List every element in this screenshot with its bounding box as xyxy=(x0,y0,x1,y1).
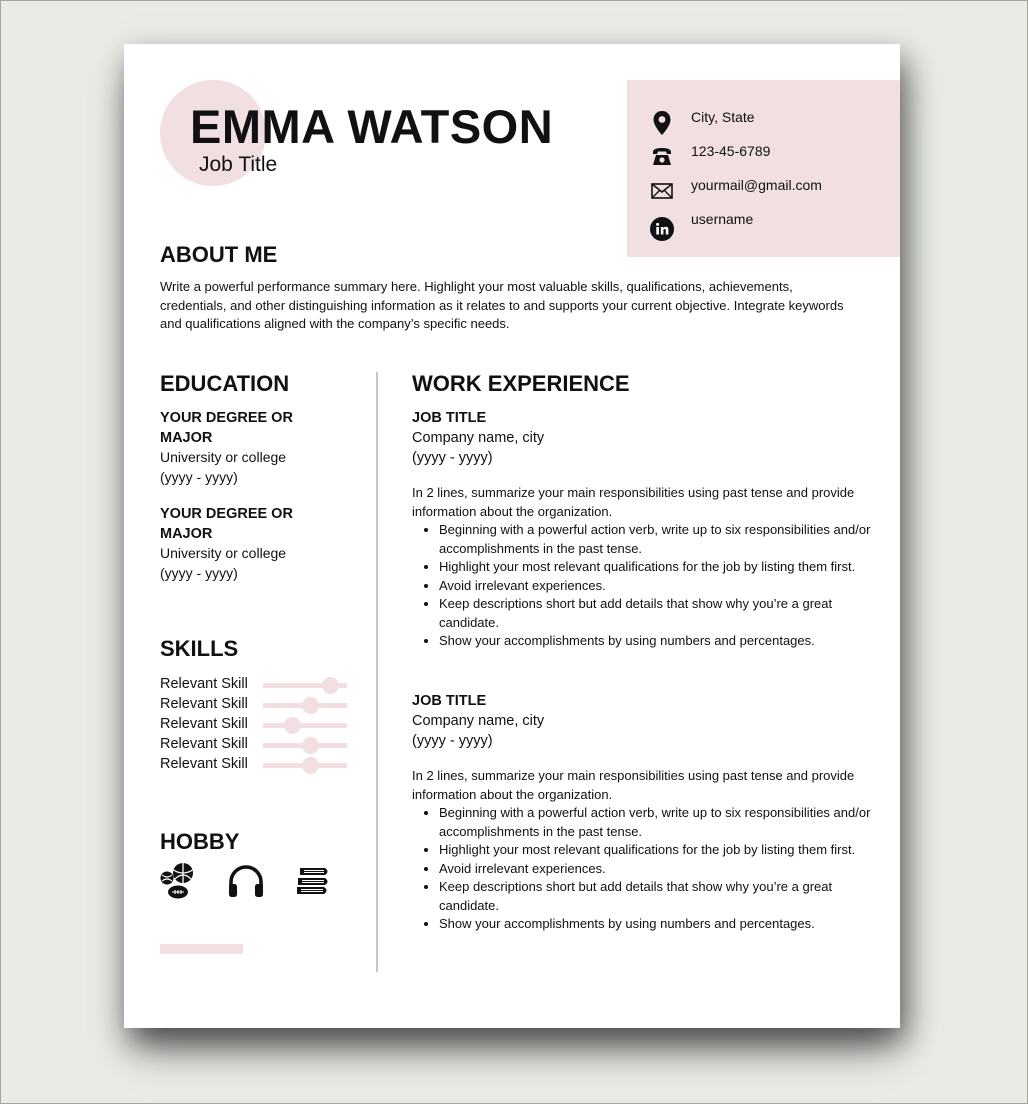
map-pin-icon xyxy=(649,110,675,136)
contact-phone-text: 123-45-6789 xyxy=(691,143,771,159)
skill-item xyxy=(160,714,360,734)
skill-item xyxy=(160,674,360,694)
skill-level-knob xyxy=(302,737,319,754)
candidate-name: EMMA WATSON xyxy=(190,100,554,153)
hobby-heading: HOBBY xyxy=(160,829,240,854)
contact-location xyxy=(627,109,900,142)
skill-level-knob xyxy=(322,677,339,694)
contact-panel xyxy=(627,80,900,257)
education-heading: EDUCATION xyxy=(160,371,290,396)
job-company: Company name, city xyxy=(412,713,545,729)
skill-item xyxy=(160,754,360,774)
sports-balls-icon xyxy=(158,862,198,902)
contact-linkedin xyxy=(627,211,900,244)
education-degree: YOUR DEGREE OR MAJOR xyxy=(160,410,293,446)
skill-level-knob xyxy=(284,717,301,734)
skills-heading: SKILLS xyxy=(160,636,239,661)
skill-level-knob xyxy=(302,697,319,714)
job-company: Company name, city xyxy=(412,430,545,446)
job-bullet: • Avoid irrelevant experiences. xyxy=(439,860,872,879)
job-bullet: • Beginning with a powerful action verb, write up to six responsibilities and/or accomplishments in the past tense. xyxy=(439,804,872,841)
job-bullet: • Keep descriptions short but add details that show why you’re a great candidate. xyxy=(439,595,872,632)
job-title: JOB TITLE xyxy=(412,410,487,426)
contact-email-text: yourmail@gmail.com xyxy=(691,177,822,193)
job-years: (yyyy - yyyy) xyxy=(412,733,493,749)
job-summary: In 2 lines, summarize your main responsibilities using past tense and provide information about the organization. xyxy=(412,485,855,519)
job-bullet-list xyxy=(412,521,872,651)
job-bullet: • Show your accomplishments by using numbers and percentages. xyxy=(439,915,872,934)
skill-item xyxy=(160,734,360,754)
decorative-accent-bar xyxy=(160,944,243,954)
about-heading: ABOUT ME xyxy=(160,242,278,267)
job-bullet: • Keep descriptions short but add details that show why you’re a great candidate. xyxy=(439,878,872,915)
job-entry xyxy=(412,408,872,651)
job-bullet: • Highlight your most relevant qualifications for the job by listing them first. xyxy=(439,841,872,860)
education-school: University or college xyxy=(160,449,287,465)
skill-label: Relevant Skill xyxy=(160,736,248,752)
column-divider xyxy=(376,372,378,972)
job-title: JOB TITLE xyxy=(412,693,487,709)
skill-label: Relevant Skill xyxy=(160,676,248,692)
skill-label: Relevant Skill xyxy=(160,716,248,732)
contact-linkedin-text: username xyxy=(691,211,754,227)
job-entry xyxy=(412,691,872,934)
job-bullet: • Highlight your most relevant qualifications for the job by listing them first. xyxy=(439,558,872,577)
resume-page xyxy=(124,44,900,1028)
candidate-job-title: Job Title xyxy=(199,153,278,176)
skill-level-knob xyxy=(302,757,319,774)
contact-phone xyxy=(627,143,900,176)
job-summary: In 2 lines, summarize your main responsibilities using past tense and provide information about the organization. xyxy=(412,768,855,802)
contact-location-text: City, State xyxy=(691,109,755,125)
job-bullet: • Avoid irrelevant experiences. xyxy=(439,577,872,596)
education-item xyxy=(160,504,340,583)
headphones-icon xyxy=(226,862,266,902)
books-icon xyxy=(292,862,332,902)
skill-label: Relevant Skill xyxy=(160,756,248,772)
job-bullet: • Show your accomplishments by using numbers and percentages. xyxy=(439,632,872,651)
job-bullet: • Beginning with a powerful action verb, write up to six responsibilities and/or accomplishments in the past tense. xyxy=(439,521,872,558)
education-years: (yyyy - yyyy) xyxy=(160,564,238,581)
education-years: (yyyy - yyyy) xyxy=(160,468,238,485)
about-text: Write a powerful performance summary here. Highlight your most valuable skills, qualifications, achievements, credentials, and other distinguishing information as it relates to and supports your current objective. Integrate keywords and qualifications aligned with the company’s specific needs. xyxy=(160,279,844,331)
job-years: (yyyy - yyyy) xyxy=(412,450,493,466)
work-experience-heading: WORK EXPERIENCE xyxy=(412,371,630,396)
education-item xyxy=(160,408,340,487)
envelope-icon xyxy=(649,178,675,204)
contact-email xyxy=(627,177,900,210)
education-school: University or college xyxy=(160,545,287,561)
phone-icon xyxy=(649,144,675,170)
education-degree: YOUR DEGREE OR MAJOR xyxy=(160,506,293,542)
skill-label: Relevant Skill xyxy=(160,696,248,712)
linkedin-icon xyxy=(649,216,675,242)
skill-level-track xyxy=(263,723,347,728)
job-bullet-list xyxy=(412,804,872,934)
skill-item xyxy=(160,694,360,714)
